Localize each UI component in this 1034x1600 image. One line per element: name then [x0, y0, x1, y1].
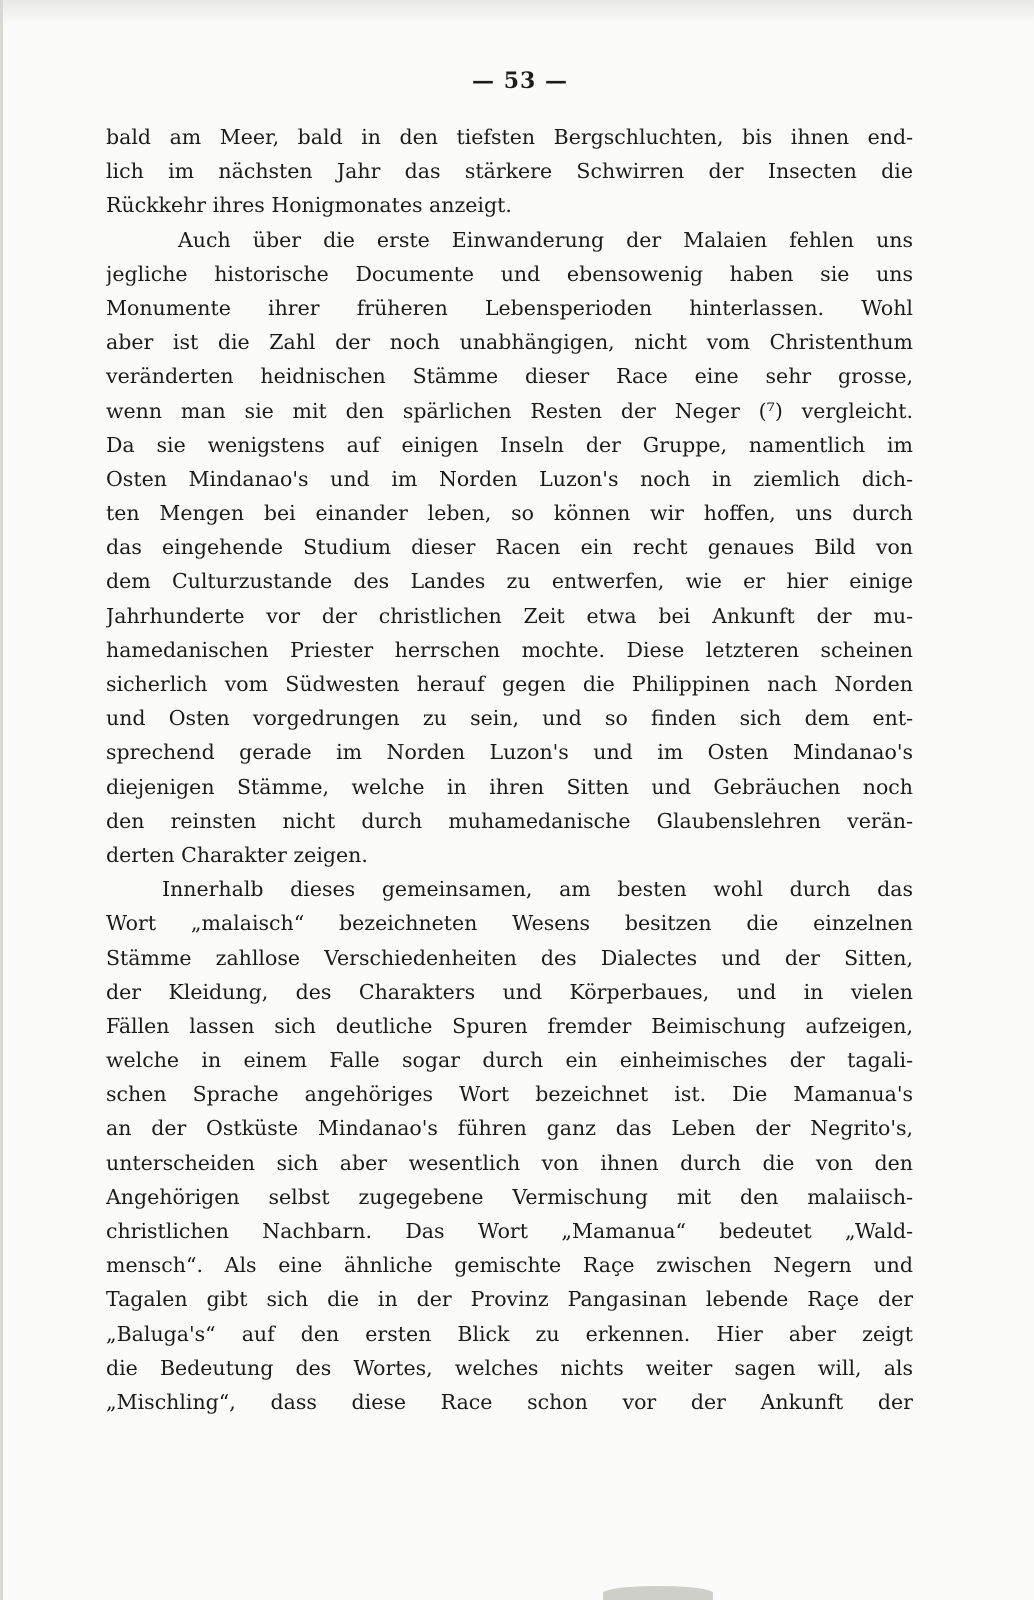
text-line: Monumente ihrer früheren Lebensperioden hinterlassen. Wohl [106, 295, 913, 320]
text-line: Wort „malaisch“ bezeichneten Wesens besitzen die einzelnen [106, 911, 913, 936]
text-line: mensch“. Als eine ähnliche gemischte Raçe zwischen Negern und [106, 1253, 913, 1278]
text-line: lich im nächsten Jahr das stärkere Schwirren der Insecten die [106, 159, 913, 184]
text-line: hamedanischen Priester herrschen mochte. Diese letzteren scheinen [106, 637, 913, 662]
paragraph-start-line: Auch über die erste Einwanderung der Malaien fehlen uns [178, 227, 913, 252]
text-line: die Bedeutung des Wortes, welches nichts weiter sagen will, als [106, 1355, 913, 1380]
text-line: unterscheiden sich aber wesentlich von ihnen durch die von den [106, 1150, 913, 1175]
text-line: Fällen lassen sich deutliche Spuren fremder Beimischung aufzeigen, [106, 1013, 913, 1038]
text-line: „Mischling“, dass diese Race schon vor der Ankunft der [106, 1389, 913, 1414]
text-line: Stämme zahllose Verschiedenheiten des Dialectes und der Sitten, [106, 945, 913, 970]
text-line: veränderten heidnischen Stämme dieser Race eine sehr grosse, [106, 364, 913, 389]
text-line: sprechend gerade im Norden Luzon's und im Osten Mindanao's [106, 740, 913, 765]
page-number: — 53 — [472, 68, 568, 94]
text-line: Jahrhunderte vor der christlichen Zeit etwa bei Ankunft der mu- [106, 603, 913, 628]
text-line: bald am Meer, bald in den tiefsten Bergschluchten, bis ihnen end- [106, 125, 913, 149]
text-line: aber ist die Zahl der noch unabhängigen, nicht vom Christenthum [106, 330, 913, 355]
text-line: Da sie wenigstens auf einigen Inseln der Gruppe, namentlich im [106, 432, 913, 457]
text-line: an der Ostküste Mindanao's führen ganz das Leben der Negrito's, [106, 1116, 913, 1141]
text-line: sicherlich vom Südwesten herauf gegen die Philippinen nach Norden [106, 672, 913, 696]
text-line: derten Charakter zeigen. [106, 842, 368, 867]
text-line: dem Culturzustande des Landes zu entwerfen, wie er hier einige [106, 569, 913, 594]
text-line: Tagalen gibt sich die in der Provinz Pangasinan lebende Raçe der [106, 1287, 913, 1312]
text-line: Angehörigen selbst zugegebene Vermischung mit den malaiisch- [106, 1184, 913, 1209]
text-line: Rückkehr ihres Honigmonates anzeigt. [106, 193, 512, 218]
text-line: Osten Mindanao's und im Norden Luzon's noch in ziemlich dich- [106, 466, 913, 491]
body-text [106, 120, 913, 1419]
text-line: christlichen Nachbarn. Das Wort „Mamanua“ bedeutet „Wald- [106, 1219, 913, 1243]
text-line: wenn man sie mit den spärlichen Resten der Neger (⁷) vergleicht. [106, 398, 913, 423]
text-line: das eingehende Studium dieser Racen ein recht genaues Bild von [106, 535, 913, 560]
text-line: welche in einem Falle sogar durch ein einheimisches der tagali- [106, 1048, 913, 1073]
text-line: diejenigen Stämme, welche in ihren Sitten und Gebräuchen noch [106, 774, 913, 799]
scan-smudge [603, 1586, 713, 1600]
text-line: „Baluga's“ auf den ersten Blick zu erkennen. Hier aber zeigt [106, 1321, 913, 1346]
paragraph-start-line: Innerhalb dieses gemeinsamen, am besten wohl durch das [162, 877, 913, 902]
text-line: jegliche historische Documente und ebensowenig haben sie uns [106, 261, 913, 286]
text-line: ten Mengen bei einander leben, so können wir hoffen, uns durch [106, 501, 913, 526]
text-line: der Kleidung, des Charakters und Körperbaues, und in vielen [106, 979, 913, 1004]
text-line: und Osten vorgedrungen zu sein, und so finden sich dem ent- [106, 706, 913, 731]
scan-edge-shadow [3, 0, 1034, 26]
text-line: den reinsten nicht durch muhamedanische Glaubenslehren verän- [106, 808, 913, 833]
text-line: schen Sprache angehöriges Wort bezeichnet ist. Die Mamanua's [106, 1082, 913, 1107]
